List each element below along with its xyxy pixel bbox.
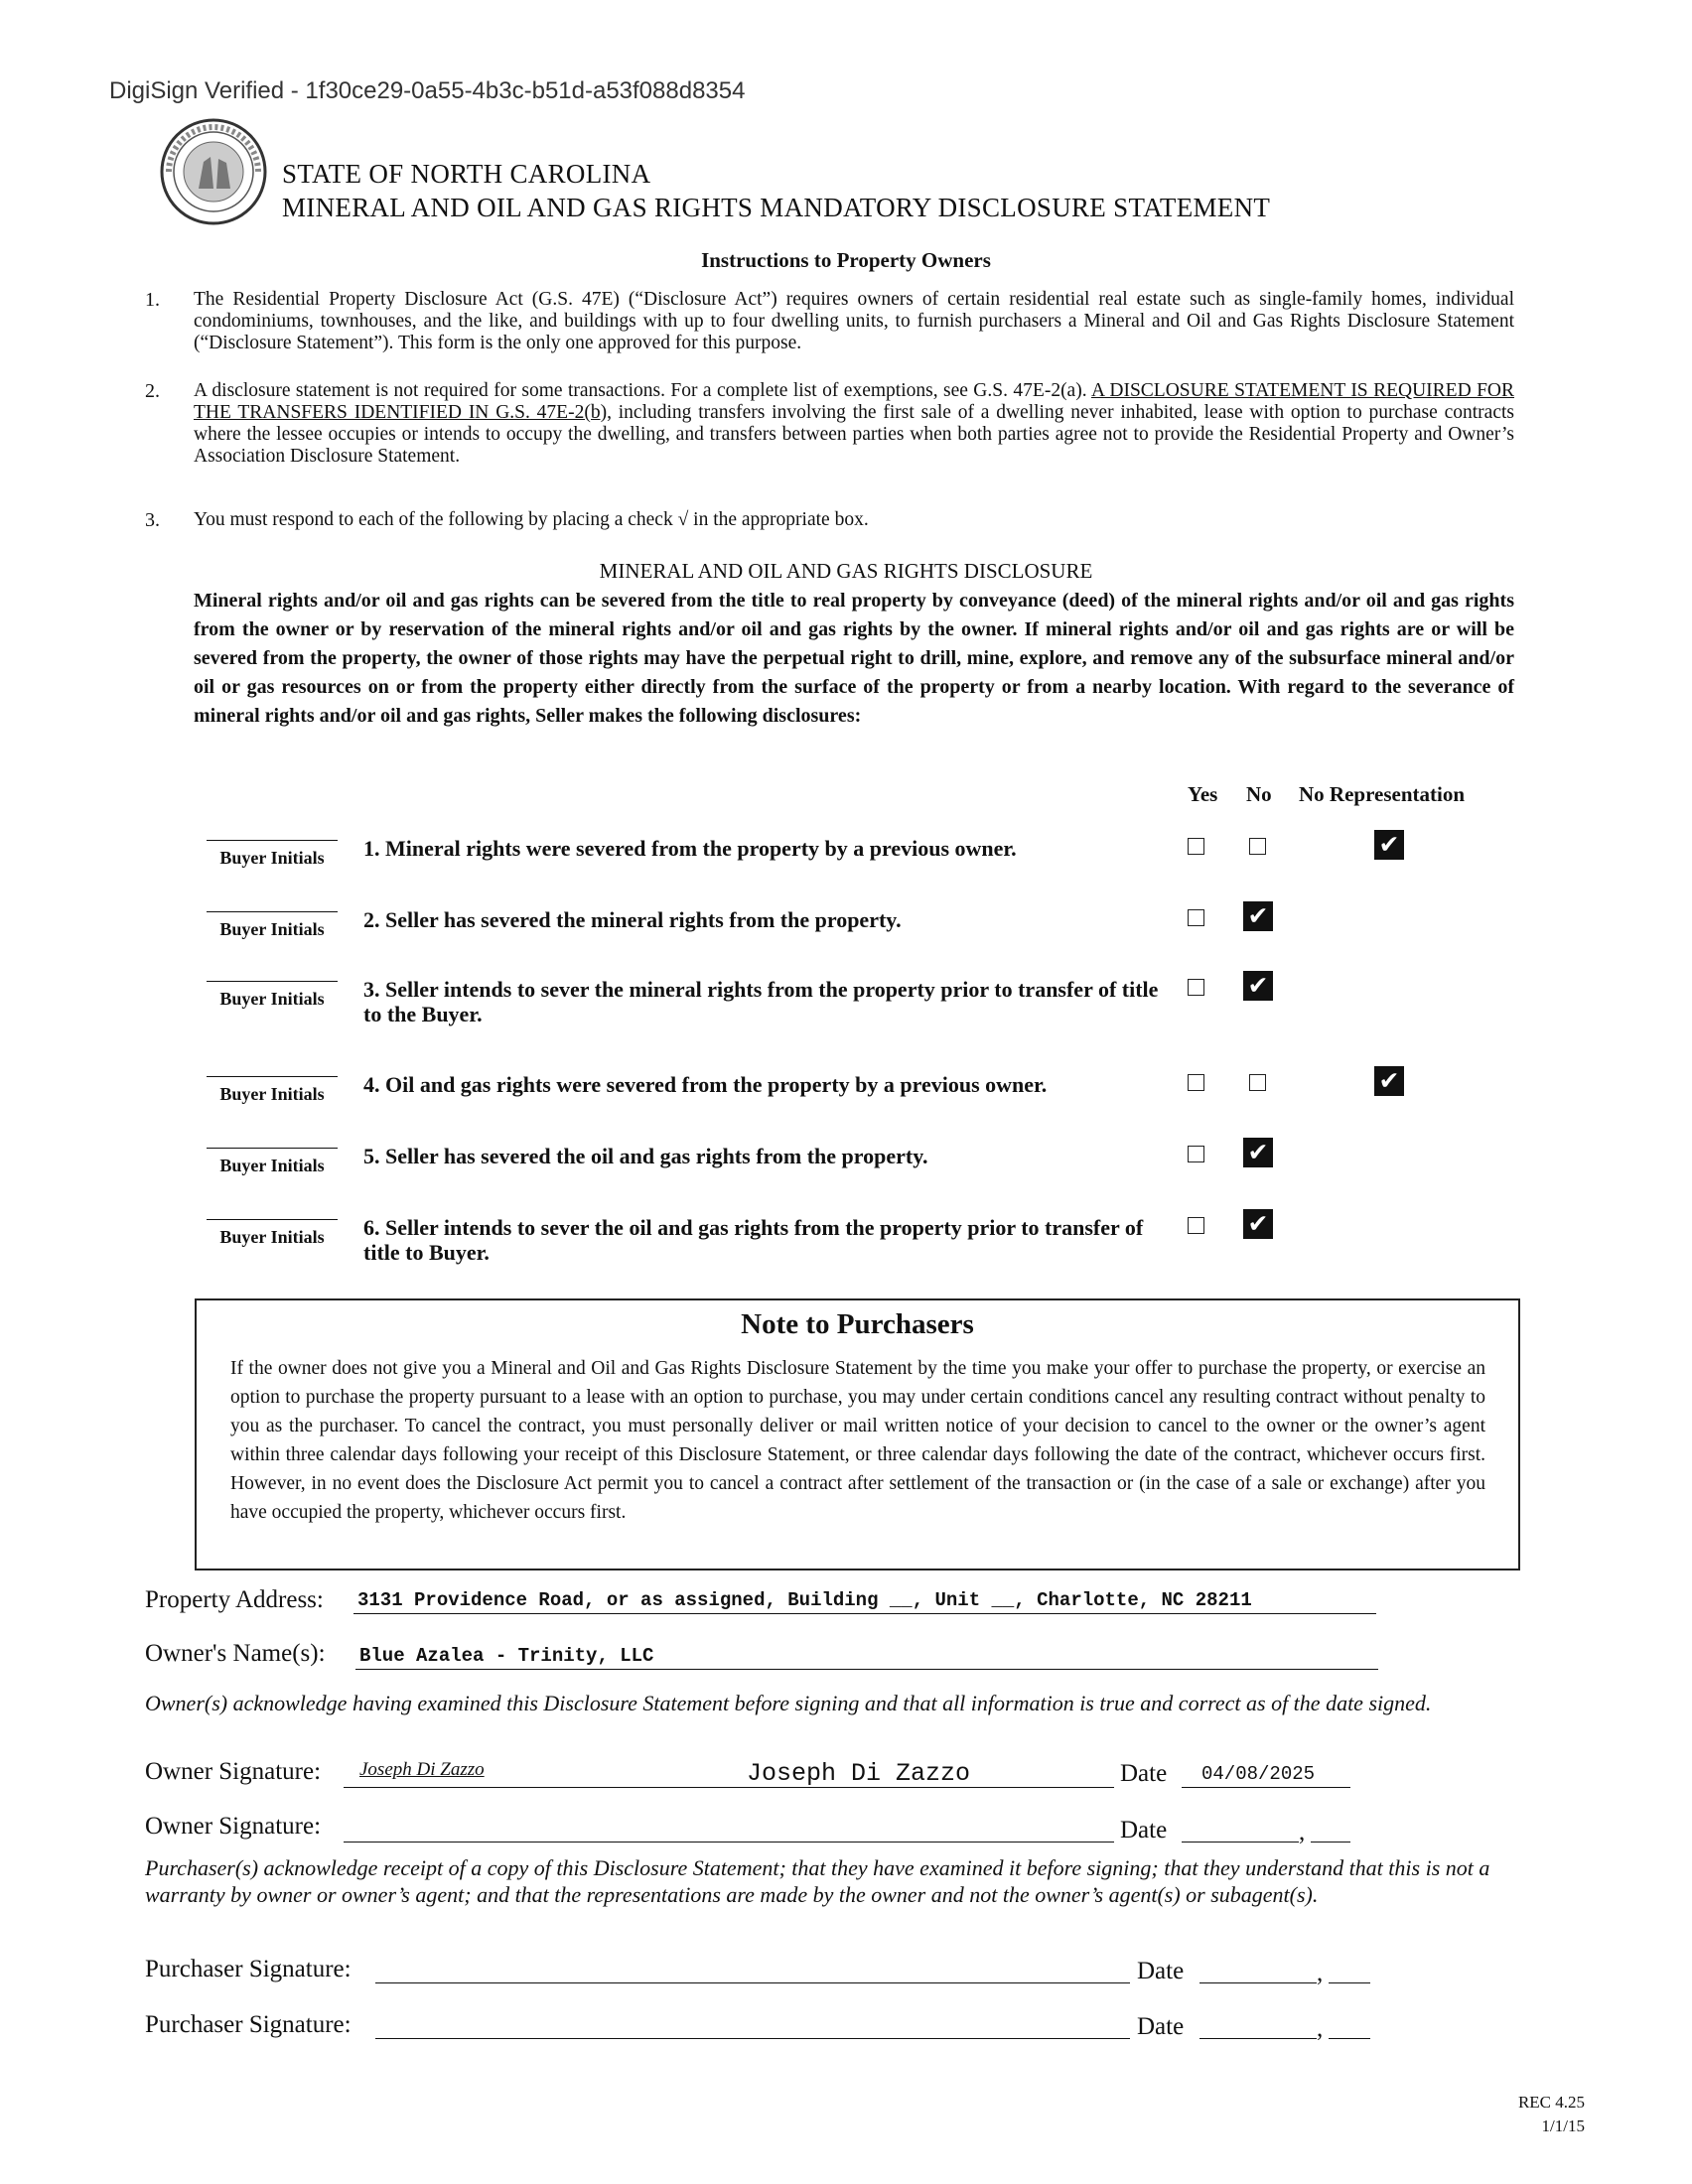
column-yes: Yes	[1188, 782, 1218, 806]
owner2-signature-line[interactable]	[344, 1842, 1114, 1843]
disclosure-question-5: 5. Seller has severed the oil and gas rights from the property.	[363, 1144, 928, 1168]
date-label: Date	[1137, 1958, 1185, 1984]
checkbox-yes[interactable]	[1188, 979, 1204, 996]
note-to-purchasers-box	[195, 1298, 1520, 1570]
checkbox-no-checked[interactable]: ✔	[1243, 971, 1273, 1001]
checkbox-yes[interactable]	[1188, 1217, 1204, 1234]
note-heading: Note to Purchasers	[741, 1308, 974, 1340]
owner-date-value[interactable]: 04/08/2025	[1201, 1763, 1316, 1785]
note-text: If the owner does not give you a Mineral and Oil and Gas Rights Disclosure Statement by the time you make your offer to purchase the property, or exercise an option to purchase the property pursuant to a lease with an option to purchase, you may under certain conditions cancel any resulting contract without penalty to you as the purchaser. To cancel the contract, you must personally deliver or mail written notice of your decision to cancel to the owner or the owner’s agent within three calendar days following your receipt of this Disclosure Statement, or three calendar days following the date of the contract, whichever occurs first. However, in no event does the Disclosure Act permit you to cancel a contract after settlement of the transaction or (in the case of a sale or exchange) after you have occupied the property, whichever occurs first.	[230, 1358, 1485, 1523]
checkbox-yes[interactable]	[1188, 1074, 1204, 1091]
disclosure-question-2: 2. Seller has severed the mineral rights from the property.	[363, 907, 902, 932]
buyer-initials-line[interactable]	[207, 911, 338, 912]
instruction-number: 1.	[145, 289, 160, 311]
buyer-initials-line[interactable]	[207, 1219, 338, 1220]
purchaser1-date-line[interactable]	[1199, 1982, 1317, 1983]
buyer-initials-label: Buyer Initials	[219, 1084, 325, 1104]
checkbox-yes[interactable]	[1188, 909, 1204, 926]
buyer-initials-line[interactable]	[207, 840, 338, 841]
purchaser2-signature-label: Purchaser Signature:	[145, 2011, 352, 2038]
property-address-value[interactable]: 3131 Providence Road, or as assigned, Building __, Unit __, Charlotte, NC 28211	[357, 1589, 1252, 1611]
disclosure-heading: MINERAL AND OIL AND GAS RIGHTS DISCLOSURE	[599, 559, 1093, 583]
purchaser2-signature-line[interactable]	[375, 2038, 1130, 2039]
checkbox-no-checked[interactable]: ✔	[1243, 1138, 1273, 1167]
date-label: Date	[1120, 1760, 1168, 1787]
column-no-representation: No Representation	[1299, 782, 1466, 806]
checkbox-no[interactable]	[1249, 838, 1266, 855]
checkbox-no-checked[interactable]: ✔	[1243, 901, 1273, 931]
purchaser2-date-line[interactable]	[1199, 2038, 1317, 2039]
disclosure-question-3: 3. Seller intends to sever the mineral rights from the property prior to transfer of title to the Buyer.	[363, 977, 1159, 1026]
buyer-initials-label: Buyer Initials	[219, 848, 325, 868]
property-address-line	[353, 1613, 1376, 1614]
checkbox-no[interactable]	[1249, 1074, 1266, 1091]
disclosure-question-1: 1. Mineral rights were severed from the property by a previous owner.	[363, 836, 1017, 861]
form-revision: 1/1/15	[1541, 2116, 1585, 2135]
disclosure-question-4: 4. Oil and gas rights were severed from the property by a previous owner.	[363, 1072, 1048, 1097]
instruction-item-3: You must respond to each of the following by placing a check √ in the appropriate box.	[194, 509, 869, 530]
owner-signature-script: Joseph Di Zazzo	[359, 1759, 485, 1780]
owner-signature-printed: Joseph Di Zazzo	[747, 1759, 971, 1788]
purchaser1-signature-line[interactable]	[375, 1982, 1130, 1983]
checkbox-yes[interactable]	[1188, 838, 1204, 855]
digisign-verified-text: DigiSign Verified - 1f30ce29-0a55-4b3c-b51d-a53f088d8354	[109, 77, 746, 104]
buyer-initials-line[interactable]	[207, 981, 338, 982]
instruction-item-2-part-a: A disclosure statement is not required for some transactions. For a complete list of exemptions, see G.S. 47E-2(a).	[194, 380, 1087, 401]
instruction-number: 3.	[145, 509, 160, 531]
instruction-number: 2.	[145, 380, 160, 402]
date-comma: ,	[1317, 2015, 1324, 2042]
date-comma: ,	[1317, 1960, 1324, 1986]
owner-name-value[interactable]: Blue Azalea - Trinity, LLC	[359, 1645, 654, 1667]
column-no: No	[1246, 782, 1272, 806]
instruction-item-2-part-b: including transfers involving the first sale of a dwelling never inhabited, lease with option to purchase contracts where the lessee occupies or intends to occupy the dwelling, and transfers between parties when both parties agree not to provide the Residential Property and Owner’s Association Disclosure Statement.	[194, 402, 1514, 467]
buyer-initials-line[interactable]	[207, 1076, 338, 1077]
buyer-initials-label: Buyer Initials	[219, 989, 325, 1009]
owner-acknowledgment: Owner(s) acknowledge having examined this Disclosure Statement before signing and that all information is true and correct as of the date signed.	[145, 1691, 1432, 1715]
checkbox-yes[interactable]	[1188, 1146, 1204, 1162]
disclosure-intro: Mineral rights and/or oil and gas rights can be severed from the title to real property by conveyance (deed) of the mineral rights and/or oil and gas rights from the owner or by reservation of the mineral rights and/or oil and gas rights by the owner. If mineral rights and/or oil and gas rights are or will be severed from the property, the owner of those rights may have the perpetual right to drill, mine, explore, and remove any of the subsurface mineral and/or oil or gas resources on or from the property either directly from the surface of the property or from a nearby location. With regard to the severance of mineral rights and/or oil and gas rights, Seller makes the following disclosures:	[194, 590, 1514, 727]
instruction-item-2-underlined: A DISCLOSURE STATEMENT IS REQUIRED FOR THE TRANSFERS IDENTIFIED IN G.S. 47E-2(b),	[194, 380, 1515, 423]
checkbox-no-checked[interactable]: ✔	[1243, 1209, 1273, 1239]
owner-date-line	[1182, 1787, 1350, 1788]
owner-signature-line[interactable]	[344, 1787, 1114, 1788]
form-code: REC 4.25	[1517, 2093, 1585, 2112]
instruction-item-1: The Residential Property Disclosure Act (G.S. 47E) (“Disclosure Act”) requires owners of certain residential real estate such as single-family homes, individual condominiums, townhouses, and the like, and buildings with up to four dwelling units, to furnish purchasers a Mineral and Oil and Gas Rights Disclosure Statement (“Disclosure Statement”). This form is the only one approved for this purpose.	[194, 289, 1514, 353]
date-label: Date	[1120, 1817, 1168, 1843]
buyer-initials-label: Buyer Initials	[219, 919, 325, 939]
purchaser1-year-line[interactable]	[1329, 1982, 1370, 1983]
owner-signature-label: Owner Signature:	[145, 1758, 322, 1785]
owner-name-line	[355, 1669, 1378, 1670]
date-comma: ,	[1299, 1819, 1306, 1845]
form-title: MINERAL AND OIL AND GAS RIGHTS MANDATORY DISCLOSURE STATEMENT	[282, 193, 1271, 222]
owner2-date-line[interactable]	[1182, 1842, 1299, 1843]
checkbox-norep-checked[interactable]: ✔	[1374, 1066, 1404, 1096]
purchaser1-signature-label: Purchaser Signature:	[145, 1956, 352, 1982]
date-label: Date	[1137, 2013, 1185, 2040]
checkbox-norep-checked[interactable]: ✔	[1374, 830, 1404, 860]
buyer-initials-label: Buyer Initials	[219, 1156, 325, 1175]
state-title: STATE OF NORTH CAROLINA	[282, 159, 651, 189]
disclosure-question-6: 6. Seller intends to sever the oil and gas rights from the property prior to transfer of title to Buyer.	[363, 1215, 1144, 1265]
nc-state-seal-icon	[159, 117, 268, 226]
property-address-label: Property Address:	[145, 1586, 324, 1613]
owner2-year-line[interactable]	[1311, 1842, 1350, 1843]
purchaser2-year-line[interactable]	[1329, 2038, 1370, 2039]
instructions-heading: Instructions to Property Owners	[701, 248, 991, 272]
purchaser-acknowledgment: Purchaser(s) acknowledge receipt of a copy of this Disclosure Statement; that they have examined it before signing; that they understand that this is not a warranty by owner or owner’s agent; and that the representations are made by the owner and not the owner’s agent(s) or subagent(s).	[145, 1855, 1490, 1907]
owner-name-label: Owner's Name(s):	[145, 1640, 326, 1667]
buyer-initials-line[interactable]	[207, 1148, 338, 1149]
instruction-item-2	[194, 380, 1514, 468]
owner2-signature-label: Owner Signature:	[145, 1813, 322, 1840]
buyer-initials-label: Buyer Initials	[219, 1227, 325, 1247]
